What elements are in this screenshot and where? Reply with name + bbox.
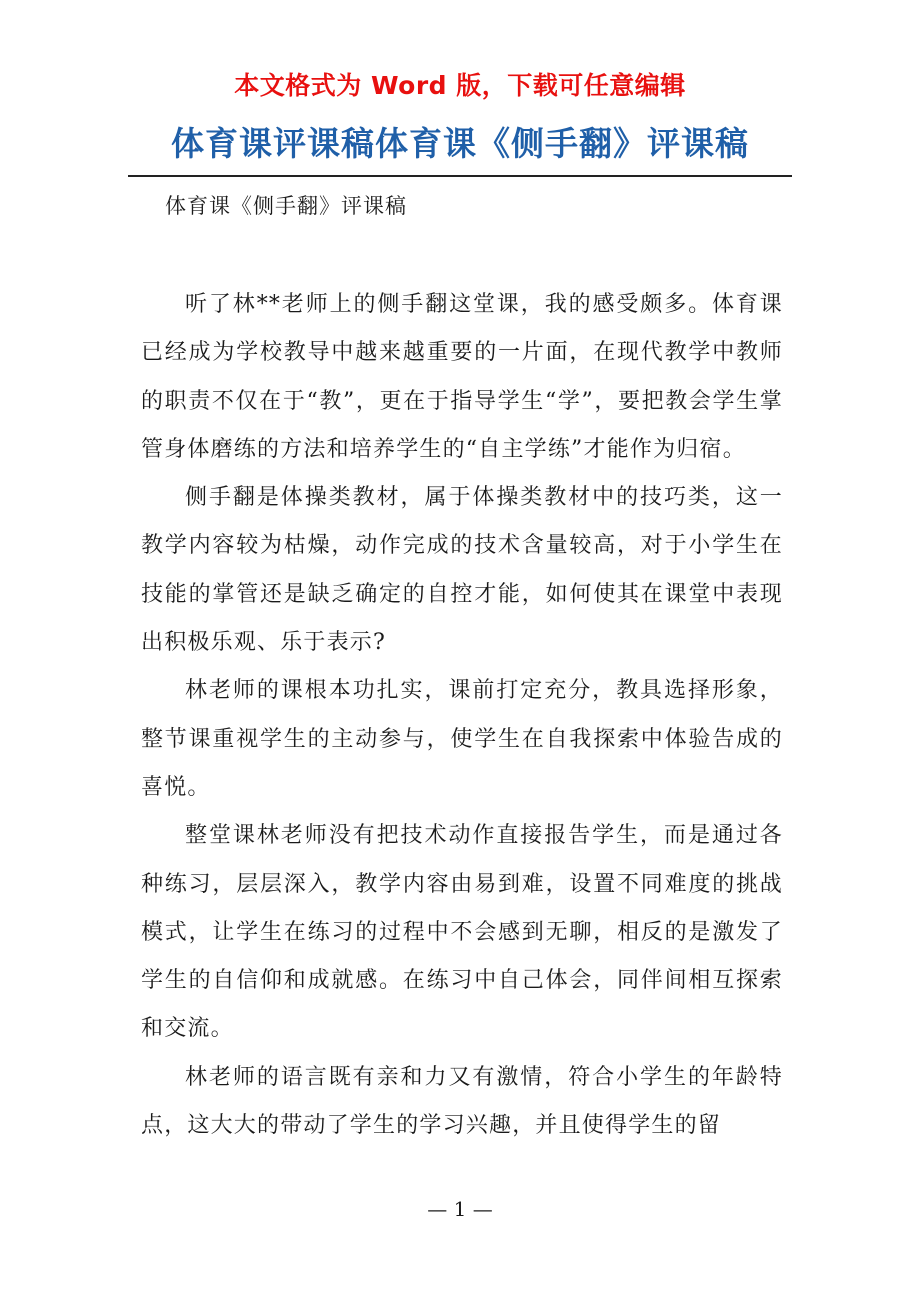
paragraph: 林老师的课根本功扎实，课前打定充分，教具选择形象，整节课重视学生的主动参与，使学生在自我探索中体验告成的喜悦。	[141, 678, 783, 800]
document-body	[141, 281, 783, 1150]
paragraph: 听了林**老师上的侧手翻这堂课，我的感受颇多。体育课已经成为学校教导中越来越重要的一片面，在现代教学中教师的职责不仅在于“教”，更在于指导学生“学”，要把教会学生掌管身体磨练的方法和培养学生的“自主学练”才能作为归宿。	[141, 292, 783, 462]
format-notice-banner: 本文格式为 Word 版，下载可任意编辑	[234, 71, 686, 100]
paragraph: 整堂课林老师没有把技术动作直接报告学生，而是通过各种练习，层层深入，教学内容由易到难，设置不同难度的挑战模式，让学生在练习的过程中不会感到无聊，相反的是激发了学生的自信仰和成就感。在练习中自己体会，同伴间相互探索和交流。	[141, 823, 783, 1042]
page-number: — 1 —	[427, 1197, 493, 1221]
paragraph: 侧手翻是体操类教材，属于体操类教材中的技巧类，这一教学内容较为枯燥，动作完成的技术含量较高，对于小学生在技能的掌管还是缺乏确定的自控才能，如何使其在课堂中表现出积极乐观、乐于表示?	[141, 485, 783, 656]
document-subtitle: 体育课《侧手翻》评课稿	[165, 194, 407, 218]
document-title: 体育课评课稿体育课《侧手翻》评课稿	[171, 124, 749, 163]
title-divider	[128, 175, 792, 177]
paragraph: 林老师的语言既有亲和力又有激情，符合小学生的年龄特点，这大大的带动了学生的学习兴趣，并且使得学生的留	[141, 1064, 783, 1139]
